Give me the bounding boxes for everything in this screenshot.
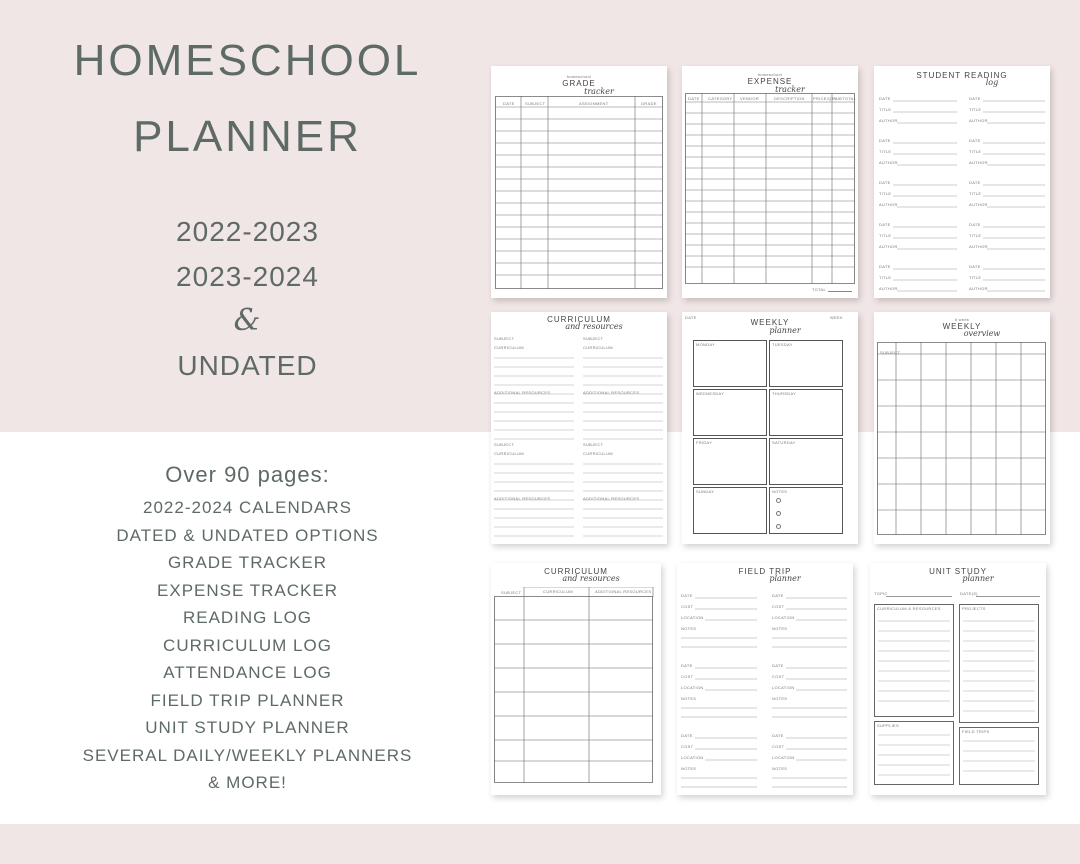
unitstudy-title: UNIT STUDY <box>929 567 987 576</box>
feature-item: CURRICULUM LOG <box>163 635 332 655</box>
reading-field: AUTHOR <box>969 118 988 123</box>
day-box: THURSDAY <box>769 389 843 436</box>
fieldtrip-lines <box>677 563 853 795</box>
reading-script: log <box>985 78 999 87</box>
curriculum2-title: CURRICULUM <box>544 567 608 576</box>
feature-item: & MORE! <box>208 773 287 792</box>
reading-log-sheet <box>874 66 1050 298</box>
reading-field: DATE <box>879 138 891 143</box>
reading-field: DATE <box>969 96 981 101</box>
fieldtrip-script: planner <box>769 574 801 583</box>
curriculum1-field: CURRICULUM <box>494 451 524 456</box>
feature-list <box>0 494 495 797</box>
notes-box: NOTES <box>769 487 843 534</box>
unitstudy-curriculum-box: CURRICULUM & RESOURCES <box>874 604 954 717</box>
unitstudy-fieldtrips-box: FIELD TRIPS <box>959 727 1039 785</box>
reading-field: TITLE <box>879 191 892 196</box>
fieldtrip-field: COST <box>772 604 785 609</box>
reading-field: DATE <box>969 222 981 227</box>
weekly-overview-sheet <box>874 312 1050 544</box>
undated-label: UNDATED <box>177 350 318 381</box>
curriculum-table-sheet <box>491 563 661 795</box>
fieldtrip-field: LOCATION <box>681 615 704 620</box>
curriculum1-field: SUBJECT <box>583 336 604 341</box>
feature-item: FIELD TRIP PLANNER <box>150 690 345 710</box>
bullet-icon <box>776 511 781 516</box>
grade-col-grade: GRADE <box>641 101 657 106</box>
reading-field: AUTHOR <box>879 202 898 207</box>
grade-script: tracker <box>584 87 614 96</box>
unit-study-planner-sheet <box>870 563 1046 795</box>
overview-script: overview <box>963 329 1001 338</box>
expense-total-label: TOTAL <box>812 287 827 292</box>
expense-col-price: PRICE/QTY <box>813 96 838 101</box>
reading-field: DATE <box>969 264 981 269</box>
reading-field: TITLE <box>969 233 982 238</box>
bottom-pink-band <box>0 824 1080 864</box>
expense-tracker-sheet <box>682 66 858 298</box>
curriculum1-field: SUBJECT <box>583 442 604 447</box>
day-box: TUESDAY <box>769 340 843 387</box>
expense-col-subtotal: SUBTOTAL <box>833 96 857 101</box>
fieldtrip-field: NOTES <box>772 696 788 701</box>
curriculum1-field: SUBJECT <box>494 336 515 341</box>
year-range-1: 2022-2023 <box>176 216 319 247</box>
unitstudy-topic-label: TOPIC <box>874 591 888 596</box>
expense-script: tracker <box>775 85 805 94</box>
fieldtrip-field: NOTES <box>772 766 788 771</box>
feature-item: DATED & UNDATED OPTIONS <box>116 525 379 545</box>
day-box: MONDAY <box>693 340 767 387</box>
curriculum-resources-sheet <box>491 312 667 544</box>
fieldtrip-field: LOCATION <box>772 615 795 620</box>
fieldtrip-field: DATE <box>772 733 784 738</box>
reading-field: DATE <box>879 222 891 227</box>
reading-field: TITLE <box>879 233 892 238</box>
fieldtrip-field: DATE <box>772 593 784 598</box>
fieldtrip-field: NOTES <box>772 626 788 631</box>
fieldtrip-field: NOTES <box>681 626 697 631</box>
fieldtrip-field: DATE <box>681 663 693 668</box>
reading-field: AUTHOR <box>879 118 898 123</box>
expense-title: EXPENSE <box>747 77 793 86</box>
overview-grid <box>877 342 1047 536</box>
unitstudy-supplies-box: SUPPLIES <box>874 721 954 785</box>
grade-table-grid <box>495 96 663 290</box>
expense-col-date: DATE <box>688 96 700 101</box>
reading-lines <box>879 96 1045 296</box>
curriculum1-field: ADDITIONAL RESOURCES <box>583 390 640 395</box>
expense-total-line <box>828 291 852 292</box>
weekly-date-label: DATE <box>685 315 697 320</box>
curriculum1-field: ADDITIONAL RESOURCES <box>494 496 551 501</box>
overview-subject-label: SUBJECT <box>880 350 901 355</box>
curriculum1-script: and resources <box>565 322 623 331</box>
reading-field: TITLE <box>969 149 982 154</box>
fieldtrip-field: DATE <box>681 593 693 598</box>
grade-title: GRADE <box>562 79 596 88</box>
reading-field: DATE <box>969 180 981 185</box>
expense-col-description: DESCRIPTION <box>774 96 805 101</box>
feature-item: GRADE TRACKER <box>167 553 328 572</box>
fieldtrip-field: LOCATION <box>681 755 704 760</box>
curriculum2-col: ADDITIONAL RESOURCES <box>595 589 652 594</box>
fieldtrip-field: NOTES <box>681 696 697 701</box>
curriculum2-script: and resources <box>562 574 620 583</box>
curriculum2-grid <box>494 587 654 785</box>
overview-kicker: 6 week <box>954 317 970 322</box>
unitstudy-projects-box: PROJECTS <box>959 604 1039 723</box>
reading-title: STUDENT READING <box>916 71 1008 80</box>
grade-tracker-sheet <box>491 66 667 298</box>
feature-item: UNIT STUDY PLANNER <box>145 718 350 737</box>
fieldtrip-field: LOCATION <box>772 685 795 690</box>
year-range-2: 2023-2024 <box>176 261 319 292</box>
unitstudy-dates-label: DATE(S) <box>960 591 978 596</box>
reading-field: TITLE <box>879 107 892 112</box>
fieldtrip-field: COST <box>681 604 694 609</box>
fieldtrip-field: COST <box>772 744 785 749</box>
headline-line-2: PLANNER <box>133 112 362 161</box>
field-trip-planner-sheet <box>677 563 853 795</box>
weekly-script: planner <box>769 326 801 335</box>
reading-field: TITLE <box>969 275 982 280</box>
fieldtrip-field: COST <box>772 674 785 679</box>
reading-field: TITLE <box>969 107 982 112</box>
grade-col-assignment: ASSIGNMENT <box>579 101 609 106</box>
headline-line-1: HOMESCHOOL <box>73 36 422 85</box>
reading-field: DATE <box>879 180 891 185</box>
grade-col-subject: SUBJECT <box>525 101 546 106</box>
weekly-title: WEEKLY <box>750 318 790 327</box>
reading-field: DATE <box>879 264 891 269</box>
weekly-planner-sheet <box>682 312 858 544</box>
pages-heading: Over 90 pages: <box>165 462 330 487</box>
fieldtrip-field: LOCATION <box>681 685 704 690</box>
reading-field: DATE <box>969 138 981 143</box>
reading-field: AUTHOR <box>969 286 988 291</box>
day-box: WEDNESDAY <box>693 389 767 436</box>
expense-col-category: CATEGORY <box>708 96 733 101</box>
expense-col-vendor: VENDOR <box>740 96 759 101</box>
reading-field: AUTHOR <box>879 244 898 249</box>
reading-field: AUTHOR <box>969 244 988 249</box>
curriculum1-field: ADDITIONAL RESOURCES <box>494 390 551 395</box>
fieldtrip-field: DATE <box>681 733 693 738</box>
fieldtrip-field: COST <box>681 744 694 749</box>
unitstudy-script: planner <box>962 574 994 583</box>
curriculum2-col: SUBJECT <box>501 590 522 595</box>
day-box: SUNDAY <box>693 487 767 534</box>
feature-item: EXPENSE TRACKER <box>157 580 338 600</box>
reading-field: AUTHOR <box>879 286 898 291</box>
feature-item: SEVERAL DAILY/WEEKLY PLANNERS <box>82 745 413 765</box>
unitstudy-lines <box>870 563 1046 795</box>
ampersand: & <box>233 303 262 338</box>
curriculum1-field: ADDITIONAL RESOURCES <box>583 496 640 501</box>
grade-kicker: homeschool <box>566 74 592 79</box>
weekly-day-grid <box>692 339 844 535</box>
curriculum1-lines <box>494 332 664 542</box>
fieldtrip-field: DATE <box>772 663 784 668</box>
bullet-icon <box>776 524 781 529</box>
curriculum2-col: CURRICULUM <box>543 589 573 594</box>
expense-kicker: homeschool <box>757 72 783 77</box>
reading-field: DATE <box>879 96 891 101</box>
reading-field: AUTHOR <box>969 160 988 165</box>
reading-field: AUTHOR <box>879 160 898 165</box>
expense-table-grid <box>685 93 855 285</box>
curriculum1-field: CURRICULUM <box>583 451 613 456</box>
overview-title: WEEKLY <box>942 322 982 331</box>
reading-field: TITLE <box>879 275 892 280</box>
day-box: SATURDAY <box>769 438 843 485</box>
fieldtrip-field: LOCATION <box>772 755 795 760</box>
feature-item: ATTENDANCE LOG <box>163 663 332 682</box>
curriculum1-field: SUBJECT <box>494 442 515 447</box>
curriculum1-field: CURRICULUM <box>494 345 524 350</box>
day-box: FRIDAY <box>693 438 767 485</box>
curriculum1-field: CURRICULUM <box>583 345 613 350</box>
fieldtrip-field: NOTES <box>681 766 697 771</box>
feature-item: 2022-2024 CALENDARS <box>143 498 352 517</box>
fieldtrip-title: FIELD TRIP <box>738 567 792 576</box>
grade-col-date: DATE <box>503 101 515 106</box>
fieldtrip-field: COST <box>681 674 694 679</box>
reading-field: TITLE <box>879 149 892 154</box>
feature-item: READING LOG <box>182 608 313 627</box>
curriculum1-title: CURRICULUM <box>547 315 611 324</box>
reading-field: TITLE <box>969 191 982 196</box>
weekly-week-label: WEEK <box>830 315 843 320</box>
reading-field: AUTHOR <box>969 202 988 207</box>
bullet-icon <box>776 498 781 503</box>
